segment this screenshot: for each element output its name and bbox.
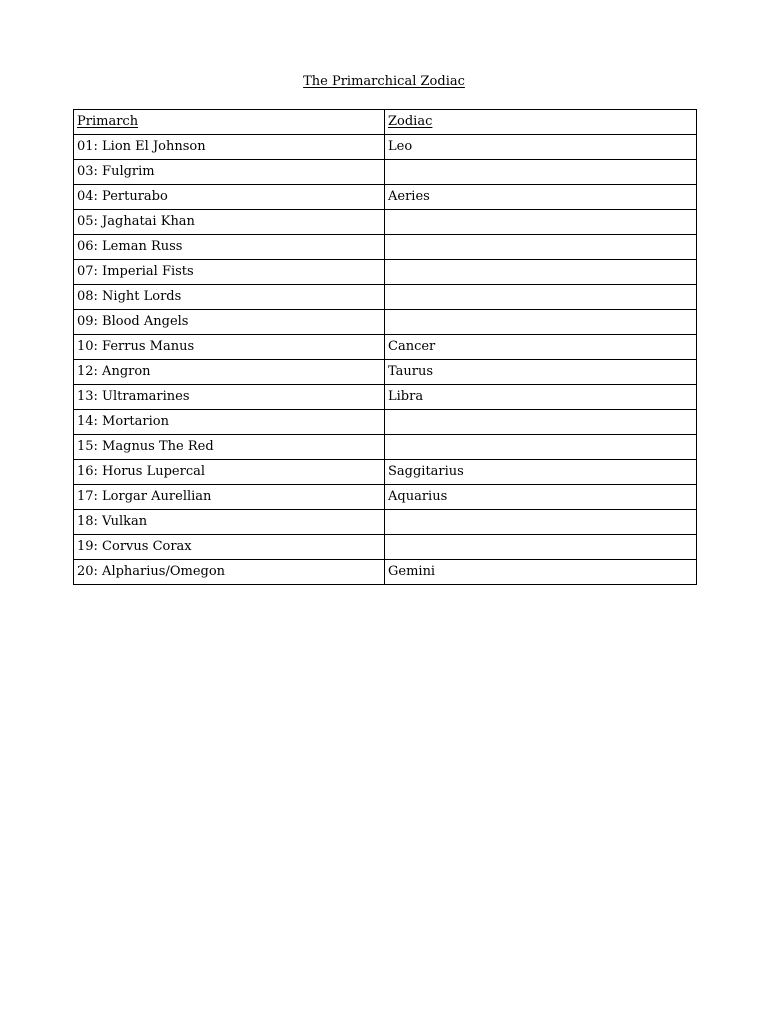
table-row [74,510,697,535]
table-row [74,335,697,360]
zodiac-cell: Saggitarius [385,460,697,485]
zodiac-cell [385,310,697,335]
zodiac-cell: Aquarius [385,485,697,510]
primarch-cell: 01: Lion El Johnson [74,135,385,160]
table-row [74,485,697,510]
zodiac-cell [385,260,697,285]
zodiac-cell [385,160,697,185]
zodiac-cell: Libra [385,385,697,410]
primarch-cell: 05: Jaghatai Khan [74,210,385,235]
zodiac-cell: Gemini [385,560,697,585]
table-row [74,210,697,235]
zodiac-cell: Aeries [385,185,697,210]
table-row [74,435,697,460]
table-row [74,185,697,210]
zodiac-cell [385,410,697,435]
primarch-cell: 12: Angron [74,360,385,385]
table-row [74,260,697,285]
primarch-cell: 07: Imperial Fists [74,260,385,285]
table-row [74,560,697,585]
zodiac-cell [385,535,697,560]
table-row [74,285,697,310]
primarch-cell: 15: Magnus The Red [74,435,385,460]
primarch-cell: 16: Horus Lupercal [74,460,385,485]
zodiac-cell [385,210,697,235]
primarch-cell: 06: Leman Russ [74,235,385,260]
zodiac-cell [385,435,697,460]
primarch-cell: 20: Alpharius/Omegon [74,560,385,585]
table-row [74,535,697,560]
primarch-cell: 04: Perturabo [74,185,385,210]
table-body [74,135,697,585]
primarch-cell: 18: Vulkan [74,510,385,535]
table-row [74,385,697,410]
zodiac-cell [385,235,697,260]
primarch-cell: 08: Night Lords [74,285,385,310]
primarch-cell: 09: Blood Angels [74,310,385,335]
zodiac-cell [385,510,697,535]
zodiac-cell: Leo [385,135,697,160]
zodiac-cell: Taurus [385,360,697,385]
table-row [74,360,697,385]
zodiac-cell [385,285,697,310]
table-row [74,235,697,260]
primarch-cell: 14: Mortarion [74,410,385,435]
primarch-cell: 10: Ferrus Manus [74,335,385,360]
table-row [74,460,697,485]
column-header-primarch: Primarch [74,110,385,135]
table-row [74,310,697,335]
table-row [74,410,697,435]
document-title: The Primarchical Zodiac [303,74,465,89]
table-row [74,160,697,185]
table-row [74,135,697,160]
primarch-cell: 13: Ultramarines [74,385,385,410]
primarch-cell: 17: Lorgar Aurellian [74,485,385,510]
table-header-row [74,110,697,135]
zodiac-table [73,109,697,585]
zodiac-cell: Cancer [385,335,697,360]
primarch-cell: 19: Corvus Corax [74,535,385,560]
primarch-cell: 03: Fulgrim [74,160,385,185]
column-header-zodiac: Zodiac [385,110,697,135]
